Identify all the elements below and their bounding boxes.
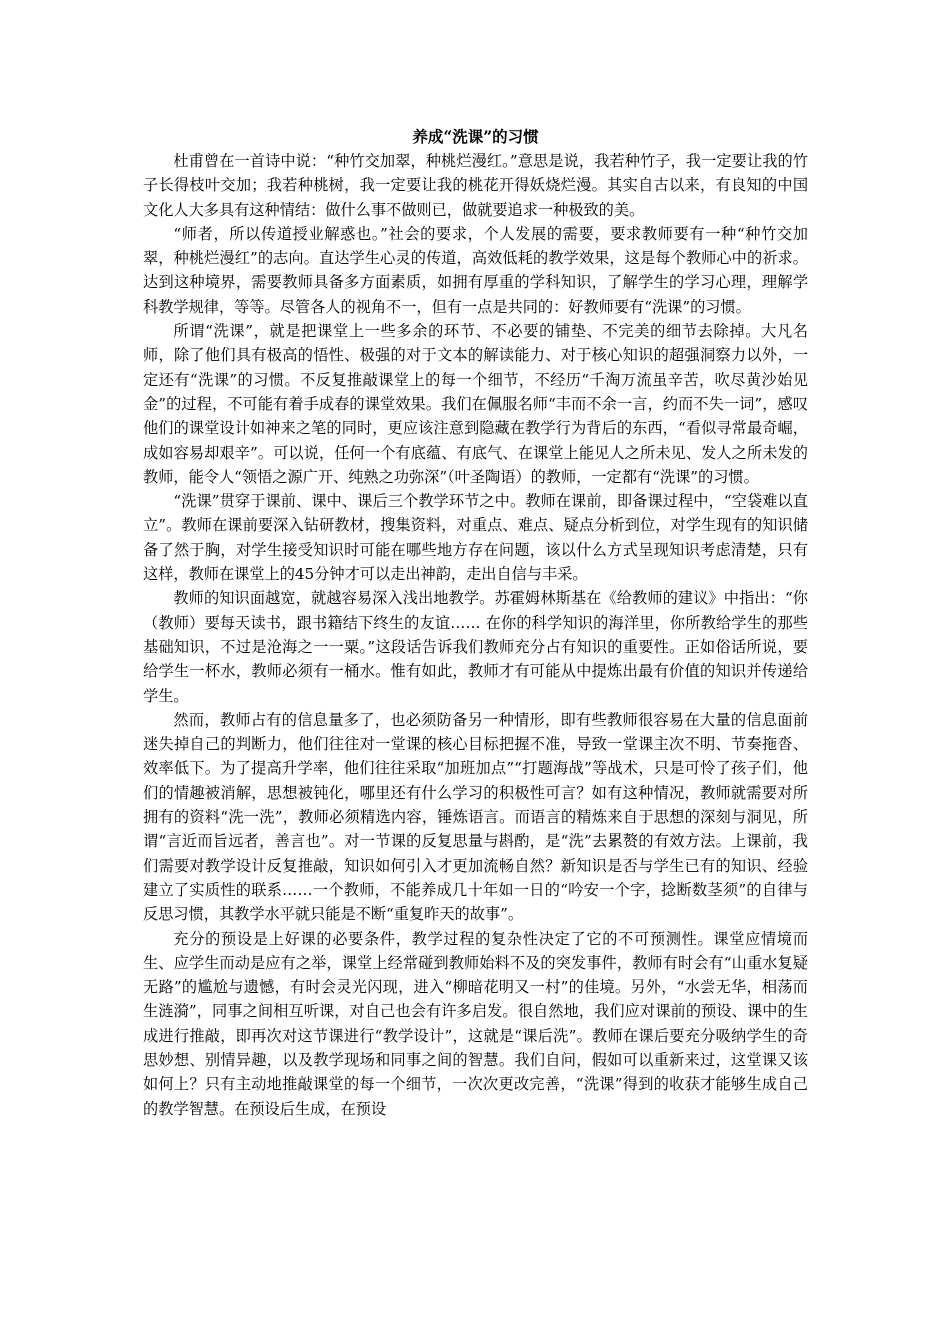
paragraph-7: 充分的预设是上好课的必要条件，教学过程的复杂性决定了它的不可预测性。课堂应情境而生、应学生而动是应有之举，课堂上经常碰到教师始料不及的突发事件，教师有时会有“山重水复疑无路”的尴尬与遗憾，有时会灵光闪现，进入“柳暗花明又一村”的佳境。另外，“水尝无华，相荡而生涟漪”，同事之间相互听课，对自己也会有许多启发。很自然地，我们应对课前的预设、课中的生成进行推敲，即再次对这节课进行“教学设计”，这就是“课后洗”。教师在课后要充分吸纳学生的奇思妙想、别情异趣，以及教学现场和同事之间的智慧。我们自问，假如可以重新来过，这堂课又该如何上？只有主动地推敲课堂的每一个细节，一次次更改完善，“洗课”得到的收获才能够生成自己的教学智慧。在预设后生成，在预设: [143, 929, 808, 1118]
document-page: [143, 125, 808, 1121]
paragraph-6: 然而，教师占有的信息量多了，也必须防备另一种情形，即有些教师很容易在大量的信息面前迷失掉自己的判断力，他们往往对一堂课的核心目标把握不准，导致一堂课主次不明、节奏拖沓、效率低下。为了提高升学率，他们往往采取“加班加点”“打题海战”等战术，只是可怜了孩子们，他们的情趣被消解，思想被钝化，哪里还有什么学习的积极性可言？如有这种情况，教师就需要对所拥有的资料“洗一洗”，教师必须精选内容，锤炼语言。而语言的精炼来自于思想的深刻与洞见，所谓“言近而旨远者，善言也”。对一节课的反复思量与斟酌，是“洗”去累赘的有效方法。上课前，我们需要对教学设计反复推敲，知识如何引入才更加流畅自然？新知识是否与学生已有的知识、经验建立了实质性的联系……一个教师，不能养成几十年如一日的“吟安一个字，捻断数茎须”的自律与反思习惯，其教学水平就只能是不断“重复昨天的故事”。: [143, 710, 808, 924]
paragraph-2: “师者，所以传道授业解惑也。”社会的要求，个人发展的需要，要求教师要有一种“种竹交加翠，种桃烂漫红”的志向。直达学生心灵的传道，高效低耗的教学效果，这是每个教师心中的祈求。达到这种境界，需要教师具备多方面素质，如拥有厚重的学科知识，了解学生的学习心理，理解学科教学规律，等等。尽管各人的视角不一，但有一点是共同的：好教师要有“洗课”的习惯。: [143, 224, 808, 316]
paragraph-4: “洗课”贯穿于课前、课中、课后三个教学环节之中。教师在课前，即备课过程中，“空袋难以直立”。教师在课前要深入钻研教材，搜集资料，对重点、难点、疑点分析到位，对学生现有的知识储备了然于胸，对学生接受知识时可能在哪些地方存在问题，该以什么方式呈现知识考虑清楚，只有这样，教师在课堂上的45分钟才可以走出神韵，走出自信与丰采。: [143, 492, 808, 584]
paragraph-5: 教师的知识面越宽，就越容易深入浅出地教学。苏霍姆林斯基在《给教师的建议》中指出：“你（教师）要每天读书，跟书籍结下终生的友谊…… 在你的科学知识的海洋里，你所教给学生的那些基础知识，不过是沧海之一一粟。”这段话告诉我们教师充分占有知识的重要性。正如俗话所说，要给学生一杯水，教师必须有一桶水。惟有如此，教师才有可能从中提炼出最有价值的知识并传递给学生。: [143, 589, 808, 705]
document-title: 养成“洗课”的习惯: [412, 127, 539, 146]
paragraph-1: 杜甫曾在一首诗中说：“种竹交加翠，种桃烂漫红。”意思是说，我若种竹子，我一定要让我的竹子长得枝叶交加；我若种桃树，我一定要让我的桃花开得妖烧烂漫。其实自古以来，有良知的中国文化人大多具有这种情结：做什么事不做则已，做就要追求一种极致的美。: [143, 152, 808, 219]
paragraph-3: 所谓“洗课”，就是把课堂上一些多余的环节、不必要的铺垫、不完美的细节去除掉。大凡名师，除了他们具有极高的悟性、极强的对于文本的解读能力、对于核心知识的超强洞察力以外，一定还有“洗课”的习惯。不反复推敲课堂上的每一个细节，不经历“千淘万流虽辛苦，吹尽黄沙始见金”的过程，不可能有着手成春的课堂效果。我们在佩服名师“丰而不余一言，约而不失一词”，感叹他们的课堂设计如神来之笔的同时，更应该注意到隐藏在教学行为背后的东西，“看似寻常最奇崛，成如容易却艰辛”。可以说，任何一个有底蕴、有底气、在课堂上能见人之所未见、发人之所未发的教师，能令人“领悟之源广开、纯熟之功弥深”（叶圣陶语）的教师，一定都有“洗课”的习惯。: [143, 322, 808, 486]
